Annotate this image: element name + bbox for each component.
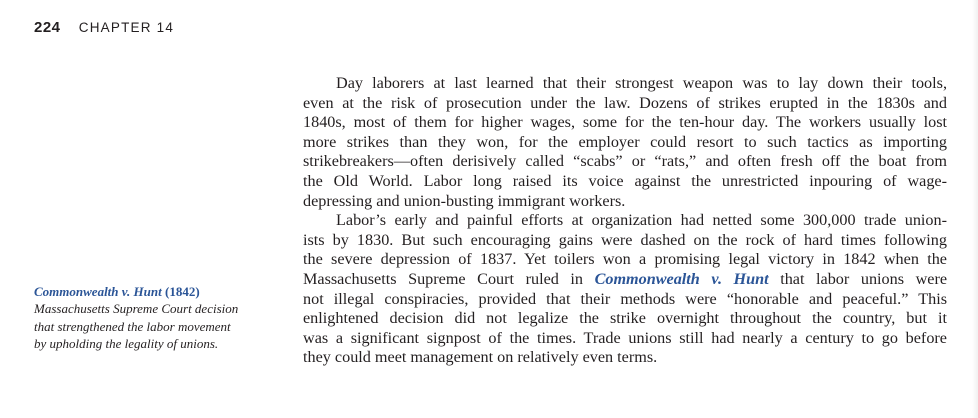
margin-note bbox=[34, 283, 284, 353]
paragraph-1-line-4: more strikes than they won, for the employer could resort to such tactics as importing bbox=[303, 132, 947, 151]
paragraph-2-line-8: they could meet management on relatively even terms. bbox=[303, 348, 658, 367]
paragraph-2-line-3: the severe depression of 1837. Yet toilers won a promising legal victory in 1842 when the bbox=[303, 250, 947, 269]
paragraph-1-line-1: Day laborers at last learned that their strongest weapon was to lay down their tools, bbox=[336, 74, 947, 92]
margin-note-line-2: that strengthened the labor movement bbox=[34, 318, 231, 334]
chapter-label: CHAPTER 14 bbox=[78, 20, 175, 35]
key-term-commonwealth-v-hunt: Commonwealth v. Hunt bbox=[594, 269, 769, 288]
line-4-end: that labor unions were bbox=[780, 269, 948, 288]
margin-note-term bbox=[34, 283, 284, 300]
paragraph-1-line-2: even at the risk of prosecution under the law. Dozens of strikes erupted in the 1830s and bbox=[303, 93, 947, 112]
line-4-start: Massachusetts Supreme Court ruled in bbox=[303, 269, 583, 288]
margin-note-term-year: (1842) bbox=[165, 284, 200, 299]
paragraph-1-line-5: strikebreakers—often derisively called “scabs” or “rats,” and often fresh off the boat from bbox=[303, 152, 947, 171]
paragraph-1-line-7: depressing and union-busting immigrant workers. bbox=[303, 191, 626, 210]
paragraph-2-line-6: enlightened decision did not legalize the strike overnight throughout the country, but it bbox=[303, 309, 947, 328]
running-head bbox=[34, 19, 174, 37]
paragraph-1-line-3: 1840s, most of them for higher wages, some for the ten-hour day. The workers usually lost bbox=[303, 113, 947, 132]
page-edge-shadow bbox=[972, 0, 978, 418]
paragraph-2-line-2: ists by 1830. But such encouraging gains were dashed on the rock of hard times following bbox=[303, 230, 947, 249]
paragraph-1-line-6: the Old World. Labor long raised its voice against the unrestricted inpouring of wage- bbox=[303, 171, 947, 190]
margin-note-line-1: Massachusetts Supreme Court decision bbox=[34, 301, 239, 317]
margin-note-term-name: Commonwealth v. Hunt bbox=[34, 284, 162, 299]
paragraph-2-line-1: Labor’s early and painful efforts at organization had netted some 300,000 trade union- bbox=[336, 211, 947, 230]
paragraph-2-line-5: not illegal conspiracies, provided that their methods were “honorable and peaceful.” This bbox=[303, 289, 947, 308]
margin-note-line-3: by upholding the legality of unions. bbox=[34, 336, 219, 352]
paragraph-2-line-7: was a significant signpost of the times. Trade unions still had nearly a century to go before bbox=[303, 328, 947, 347]
paragraph-2-line-4 bbox=[303, 270, 947, 290]
body-text bbox=[303, 74, 947, 368]
page-number: 224 bbox=[34, 19, 61, 36]
